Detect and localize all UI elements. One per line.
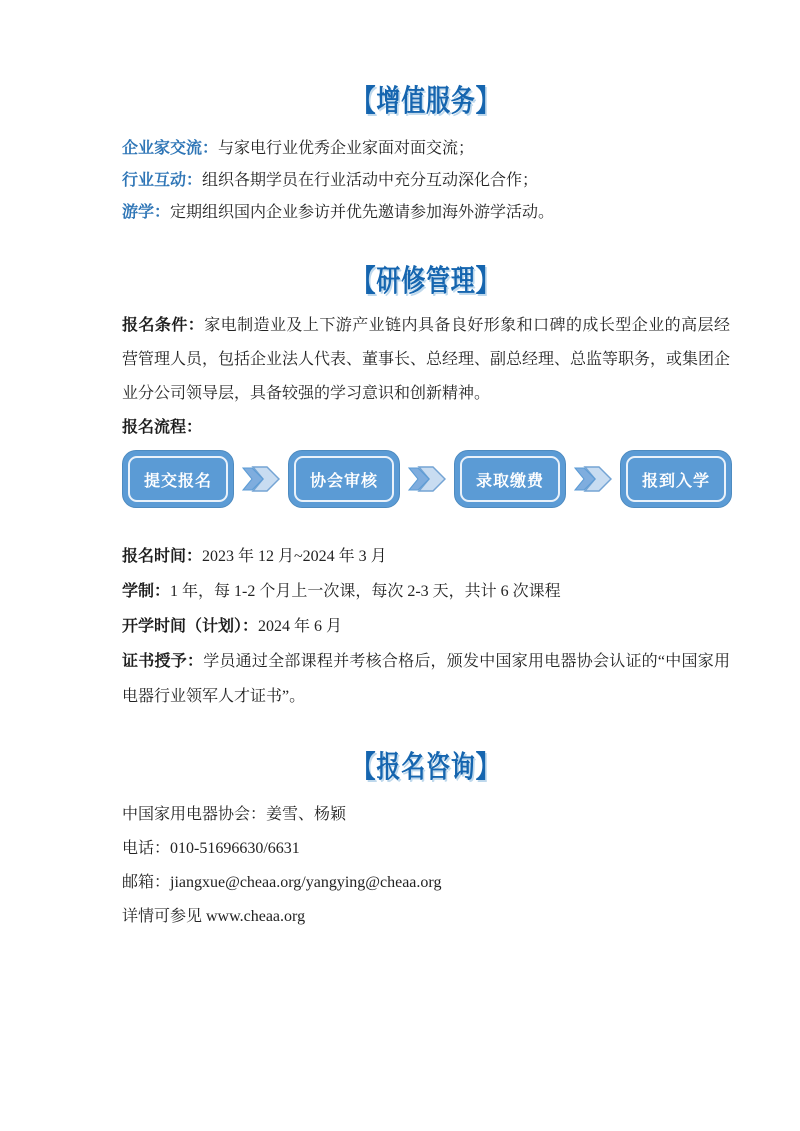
process-arrow-icon xyxy=(408,459,446,499)
item-text: 与家电行业优秀企业家面对面交流； xyxy=(218,140,475,157)
section-title-text: 【研修管理】 xyxy=(351,265,501,298)
flow-step-label: 报到入学 xyxy=(641,472,710,490)
value-services-list xyxy=(122,133,730,229)
detail-text: 2024 年 6 月 xyxy=(258,618,343,635)
detail-label: 报名时间： xyxy=(122,548,203,565)
process-arrow-icon xyxy=(574,459,612,499)
contact-phone-line: 电话：010-51696630/6631 xyxy=(122,840,300,857)
list-item xyxy=(122,165,730,197)
process-label: 报名流程： xyxy=(122,419,203,436)
item-text: 组织各期学员在行业活动中充分互动深化合作； xyxy=(202,172,539,189)
flow-step-frame xyxy=(294,456,394,502)
item-label: 游学： xyxy=(122,204,171,221)
requirements-text: 家电制造业及上下游产业链内具备良好形象和口碑的成长型企业的高层经营管理人员，包括企业法人代表、董事长、总经理、副总经理、总监等职务，或集团企业分公司领导层，具备较强的学习意识和创新精神。 xyxy=(122,317,731,402)
detail-label: 学制： xyxy=(122,583,171,600)
detail-line xyxy=(122,609,730,644)
contact-info-list xyxy=(122,798,730,934)
detail-line xyxy=(122,539,730,574)
flow-step-label: 协会审核 xyxy=(309,472,378,490)
section-title-text: 【增值服务】 xyxy=(351,85,501,118)
flow-step-frame xyxy=(128,456,228,502)
detail-text: 学员通过全部课程并考核合格后，颁发中国家用电器协会认证的“中国家用电器行业领军人才证书”。 xyxy=(122,653,730,705)
list-item xyxy=(122,197,730,229)
detail-text: 2023 年 12 月~2024 年 3 月 xyxy=(202,548,387,565)
flow-step-review xyxy=(288,450,400,508)
flow-step-frame xyxy=(460,456,560,502)
section-title-value-services xyxy=(122,82,730,122)
flow-step-frame xyxy=(626,456,726,502)
flow-step-label: 录取缴费 xyxy=(475,472,544,490)
section-title-consult xyxy=(122,748,730,788)
requirements-label: 报名条件： xyxy=(122,317,205,334)
section-title-text: 【报名咨询】 xyxy=(351,751,501,784)
enrollment-flowchart xyxy=(122,450,734,508)
item-label: 行业互动： xyxy=(122,172,203,189)
detail-text: 1 年，每 1-2 个月上一次课，每次 2-3 天，共计 6 次课程 xyxy=(170,583,561,600)
section-title-management xyxy=(122,262,730,302)
detail-line xyxy=(122,644,730,714)
requirements-paragraph xyxy=(122,309,730,411)
contact-email-line: 邮箱：jiangxue@cheaa.org/yangying@cheaa.org xyxy=(122,874,442,891)
list-item xyxy=(122,133,730,165)
flow-step-submit xyxy=(122,450,234,508)
program-details-list xyxy=(122,539,730,714)
item-text: 定期组织国内企业参访并优先邀请参加海外游学活动。 xyxy=(170,204,555,221)
detail-label: 证书授予： xyxy=(122,653,204,670)
detail-line xyxy=(122,574,730,609)
detail-label: 开学时间（计划）： xyxy=(122,618,259,635)
process-arrow-icon xyxy=(242,459,280,499)
flow-step-label: 提交报名 xyxy=(143,472,212,490)
flow-step-payment xyxy=(454,450,566,508)
contact-association-line: 中国家用电器协会：姜雪、杨颖 xyxy=(122,806,347,823)
item-label: 企业家交流： xyxy=(122,140,219,157)
flow-step-enroll xyxy=(620,450,732,508)
contact-website-line: 详情可参见 www.cheaa.org xyxy=(122,908,306,925)
